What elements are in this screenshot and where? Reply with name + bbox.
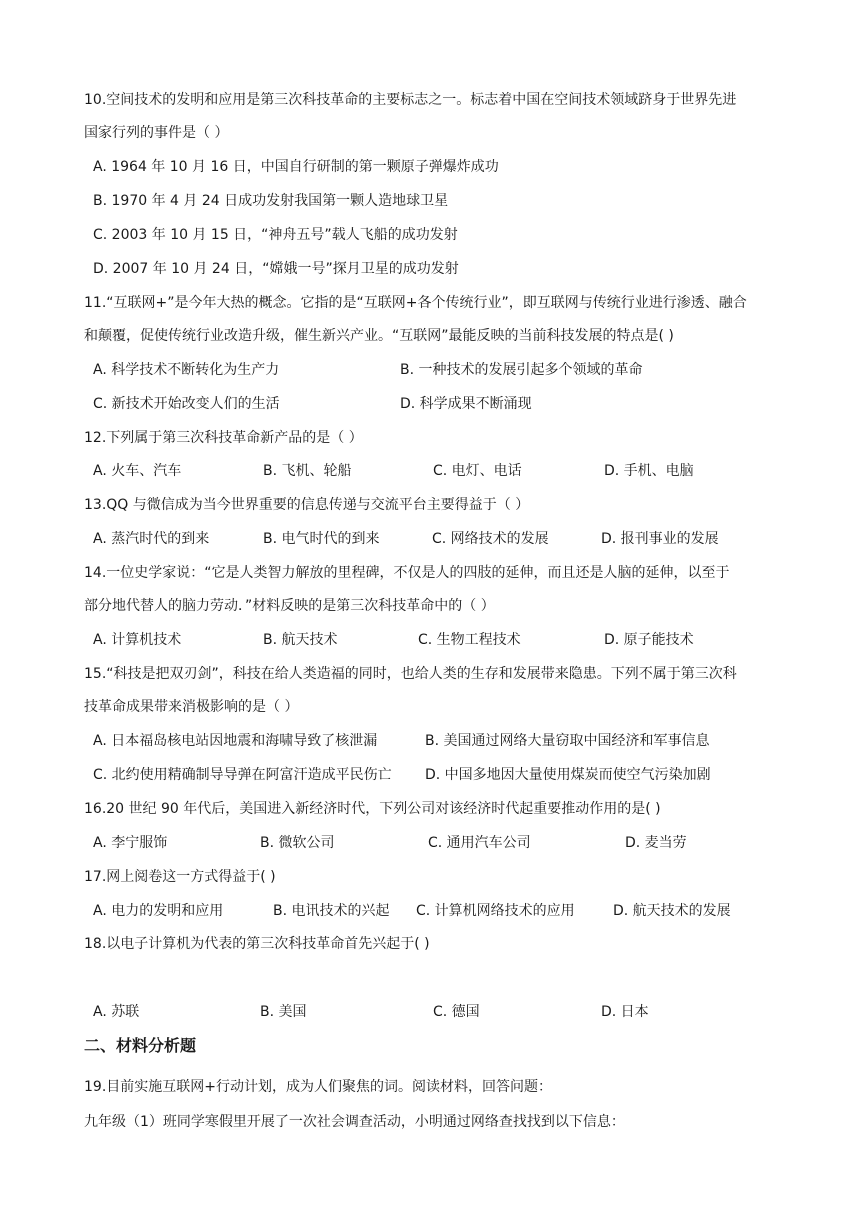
question-11-line-1: 11.“互联网+”是今年大热的概念。它指的是“互联网+各个传统行业”，即互联网与传统行业进行渗透、融合 [84, 295, 747, 311]
question-18-option-c: C. 德国 [433, 1004, 480, 1020]
question-10-option-b: B. 1970 年 4 月 24 日成功发射我国第一颗人造地球卫星 [93, 193, 449, 209]
question-10-option-a: A. 1964 年 10 月 16 日，中国自行研制的第一颗原子弹爆炸成功 [93, 159, 499, 175]
question-14-option-a: A. 计算机技术 [93, 632, 182, 648]
question-12-option-c: C. 电灯、电话 [433, 463, 522, 479]
question-17-option-b: B. 电讯技术的兴起 [273, 903, 390, 919]
question-17-option-d: D. 航天技术的发展 [613, 903, 731, 919]
question-10-option-c: C. 2003 年 10 月 15 日，“神舟五号”载人飞船的成功发射 [93, 227, 458, 243]
question-12-line-1: 12.下列属于第三次科技革命新产品的是（ ） [84, 430, 363, 446]
question-16-option-c: C. 通用汽车公司 [428, 835, 531, 851]
question-15-line-1: 15.“科技是把双刃剑”，科技在给人类造福的同时，也给人类的生存和发展带来隐患。下列不属于第三次科 [84, 666, 737, 682]
question-15-line-2: 技革命成果带来消极影响的是（ ） [84, 699, 299, 715]
question-14-line-1: 14.一位史学家说：“它是人类智力解放的里程碑，不仅是人的四肢的延伸，而且还是人脑的延伸，以至于 [84, 565, 730, 581]
question-11-option-c: C. 新技术开始改变人们的生活 [93, 396, 280, 412]
question-10-line-2: 国家行列的事件是（ ） [84, 125, 229, 141]
question-11-option-a: A. 科学技术不断转化为生产力 [93, 362, 280, 378]
question-15-option-a: A. 日本福岛核电站因地震和海啸导致了核泄漏 [93, 733, 378, 749]
question-16-option-b: B. 微软公司 [260, 835, 335, 851]
question-11-option-d: D. 科学成果不断涌现 [400, 396, 532, 412]
question-18-option-d: D. 日本 [601, 1004, 649, 1020]
question-18-option-a: A. 苏联 [93, 1004, 140, 1020]
question-17-option-a: A. 电力的发明和应用 [93, 903, 224, 919]
question-16-option-a: A. 李宁服饰 [93, 835, 168, 851]
question-10-line-1: 10.空间技术的发明和应用是第三次科技革命的主要标志之一。标志着中国在空间技术领域跻身于世界先进 [84, 92, 737, 108]
question-19-line-2: 九年级（1）班同学寒假里开展了一次社会调查活动，小明通过网络查找找到以下信息： [84, 1114, 625, 1130]
question-18-option-b: B. 美国 [260, 1004, 307, 1020]
section-2-heading: 二、材料分析题 [84, 1036, 197, 1055]
question-12-option-a: A. 火车、汽车 [93, 463, 182, 479]
question-10-option-d: D. 2007 年 10 月 24 日，“嫦娥一号”探月卫星的成功发射 [93, 261, 459, 277]
question-11-line-2: 和颠覆，促使传统行业改造升级，催生新兴产业。“互联网”最能反映的当前科技发展的特点是( ) [84, 328, 674, 344]
question-15-option-c: C. 北约使用精确制导导弹在阿富汗造成平民伤亡 [93, 767, 392, 783]
question-16-line-1: 16.20 世纪 90 年代后，美国进入新经济时代，下列公司对该经济时代起重要推动作用的是( ) [84, 801, 661, 817]
question-12-option-d: D. 手机、电脑 [604, 463, 694, 479]
question-14-option-b: B. 航天技术 [263, 632, 338, 648]
question-18-line-1: 18.以电子计算机为代表的第三次科技革命首先兴起于( ) [84, 936, 430, 952]
question-13-option-b: B. 电气时代的到来 [263, 531, 380, 547]
question-14-option-c: C. 生物工程技术 [418, 632, 521, 648]
question-19-line-1: 19.目前实施互联网+行动计划，成为人们聚焦的词。阅读材料，回答问题： [84, 1079, 552, 1095]
question-17-line-1: 17.网上阅卷这一方式得益于( ) [84, 869, 276, 885]
question-11-option-b: B. 一种技术的发展引起多个领域的革命 [400, 362, 643, 378]
question-13-option-a: A. 蒸汽时代的到来 [93, 531, 210, 547]
question-14-line-2: 部分地代替人的脑力劳动．”材料反映的是第三次科技革命中的（ ） [84, 598, 495, 614]
question-12-option-b: B. 飞机、轮船 [263, 463, 352, 479]
question-17-option-c: C. 计算机网络技术的应用 [416, 903, 575, 919]
question-13-line-1: 13.QQ 与微信成为当今世界重要的信息传递与交流平台主要得益于（ ） [84, 497, 530, 513]
question-13-option-c: C. 网络技术的发展 [432, 531, 549, 547]
question-14-option-d: D. 原子能技术 [604, 632, 694, 648]
question-16-option-d: D. 麦当劳 [625, 835, 687, 851]
question-15-option-b: B. 美国通过网络大量窃取中国经济和军事信息 [425, 733, 710, 749]
question-15-option-d: D. 中国多地因大量使用煤炭而使空气污染加剧 [425, 767, 711, 783]
question-13-option-d: D. 报刊事业的发展 [601, 531, 719, 547]
